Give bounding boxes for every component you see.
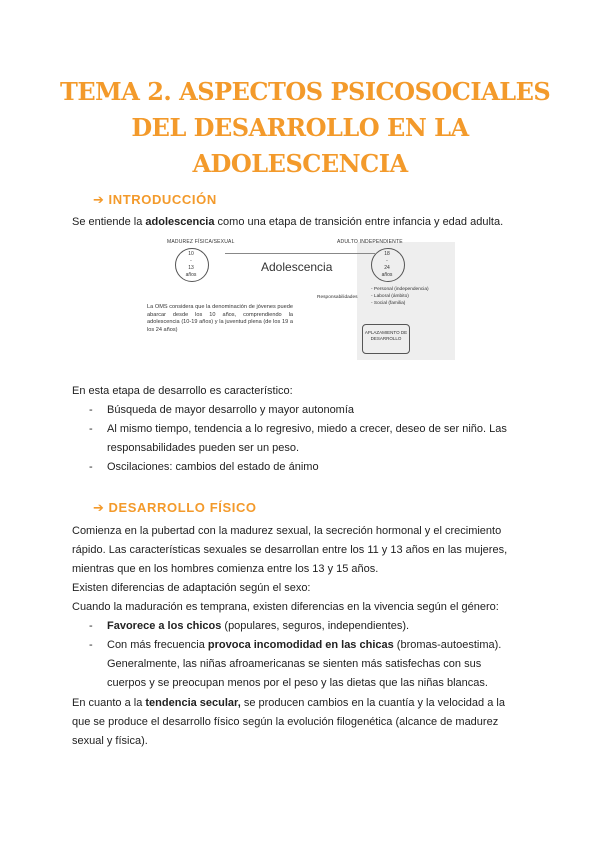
arrow-right-icon: ➔ bbox=[93, 500, 105, 515]
title-line-3: ADOLESCENCIA bbox=[192, 149, 408, 178]
heading-text: DESARROLLO FÍSICO bbox=[108, 500, 257, 515]
label-adulto: ADULTO INDEPENDIENTE bbox=[337, 239, 403, 245]
title-line-2: DEL DESARROLLO EN LA bbox=[131, 113, 469, 142]
text-run: como una etapa de transición entre infancia y edad adulta. bbox=[214, 216, 504, 228]
age-circle-right-text bbox=[371, 251, 403, 279]
list-item-text: cuerpos y se preocupan menos por el peso y las dietas que las niñas blancas. bbox=[107, 677, 488, 689]
intro-paragraph bbox=[72, 213, 503, 232]
list-item-text: Al mismo tiempo, tendencia a lo regresivo, miedo a crecer, deseo de ser niño. Las bbox=[107, 423, 507, 435]
paragraph-line: sexual y física). bbox=[72, 735, 148, 747]
label-madurez: MADUREZ FÍSICA/SEXUAL bbox=[167, 239, 235, 245]
paragraph-line: mientras que en los hombres comienza entre los 13 y 15 años. bbox=[72, 563, 379, 575]
oms-note: La OMS considera que la denominación de jóvenes puede abarcar desde los 10 años, comprendiendo la adolescencia (10-19 años) y la juventud plena (de los 19 a los 24 años) bbox=[147, 304, 293, 333]
circle-text: 18 bbox=[384, 251, 390, 257]
circle-text: - bbox=[386, 258, 388, 264]
paragraph-line: Existen diferencias de adaptación según el sexo: bbox=[72, 582, 311, 594]
page-title bbox=[60, 74, 551, 182]
list-item-text: Generalmente, las niñas afroamericanas se sienten más satisfechas con sus bbox=[107, 658, 482, 670]
section-heading-desarrollo-fisico bbox=[93, 500, 257, 516]
center-label: Adolescencia bbox=[261, 260, 333, 274]
bold-term: adolescencia bbox=[145, 216, 215, 228]
circle-text: 10 bbox=[188, 251, 194, 257]
circle-text: 24 bbox=[384, 265, 390, 271]
list-item-text: Oscilaciones: cambios del estado de ánimo bbox=[107, 461, 319, 473]
responsabilidades-label: Responsabilidades bbox=[317, 295, 358, 300]
text-run: (bromas-autoestima). bbox=[393, 639, 502, 651]
text-run: (populares, seguros, independientes). bbox=[221, 620, 410, 632]
list-item-text bbox=[107, 636, 501, 655]
resp-item: - Laboral (ámbito) bbox=[371, 294, 409, 299]
section-heading-introduccion bbox=[93, 192, 217, 208]
paragraph-line: rápido. Las características sexuales se desarrollan entre los 11 y 13 años en las mujeres, bbox=[72, 544, 508, 556]
box-text: DESARROLLO bbox=[370, 336, 402, 341]
aplazamiento-box bbox=[362, 324, 410, 354]
list-item-text: responsabilidades pueden ser un peso. bbox=[107, 442, 300, 454]
bold-term: tendencia secular, bbox=[145, 697, 241, 709]
text-run: Con más frecuencia bbox=[107, 639, 208, 651]
document-page: TEMA 2. ASPECTOS PSICOSOCIALES DEL DESARROLLO EN LA ADOLESCENCIA ➔ INTRODUCCIÓN Se entiende la adolescencia como una etapa de transición entre infancia y edad adulta. MADUREZ FÍSICA/SEXUAL ADULTO INDEPENDIENTE 10 - 13 años Adolescencia 18 - 24 años La OMS considera que la denominación de jóvenes puede abarcar desde los 10 años, comprendiendo la adolescencia (10-19 años) y la juventud plena (de los 19 a los 24 años) Responsabilidades - Personal (independencia) - Laboral (ámbito) - Social (familia) APLAZAMIENTO DE DESARROLLO En esta etapa de desarrollo es característico: - Búsqueda de mayor desarrollo y mayor autonomía - Al mismo tiempo, tendencia a lo regresivo, miedo a crecer, deseo de ser niño. Las responsabilidades pueden ser un peso. - Oscilaciones: cambios del estado de ánimo ➔ DESARROLLO FÍSICO Comienza en la pubertad con la madurez sexual, la secreción hormonal y el crecimiento rápido. Las características sexuales se desarrollan entre los 11 y 13 años en las mujeres, mientras que en los hombres comienza entre los 13 y 15 años. Existen diferencias de adaptación según el sexo: Cuando la maduración es temprana, existen diferencias en la vivencia según el género: - Favorece a los chicos (populares, seguros, independientes). - Con más frecuencia provoca incomodidad en las chicas (bromas-autoestima). Generalmente, las niñas afroamericanas se sienten más satisfechas con sus cuerpos y se preocupan menos por el peso y las dietas que las niñas blancas. En cuanto a la tendencia secular, se producen cambios en la cuantía y la velocidad a la que se produce el desarrollo físico según la evolución filogenética (alcance de madurez sexual y física). bbox=[0, 0, 600, 848]
paragraph-line: Cuando la maduración es temprana, existen diferencias en la vivencia según el género: bbox=[72, 601, 499, 613]
heading-text: INTRODUCCIÓN bbox=[108, 192, 217, 207]
paragraph-line: que se produce el desarrollo físico según la evolución filogenética (alcance de madurez bbox=[72, 716, 499, 728]
bold-term: provoca incomodidad en las chicas bbox=[207, 639, 394, 651]
text-run: Se entiende la bbox=[72, 216, 146, 228]
bold-term: Favorece a los chicos bbox=[107, 620, 222, 632]
characteristics-intro: En esta etapa de desarrollo es característico: bbox=[72, 385, 293, 397]
circle-text: años bbox=[185, 272, 197, 278]
age-circle-left-text bbox=[175, 251, 207, 279]
resp-item: - Social (familia) bbox=[371, 301, 406, 306]
title-line-1: TEMA 2. ASPECTOS PSICOSOCIALES bbox=[60, 77, 551, 106]
circle-text: años bbox=[381, 272, 393, 278]
text-run: se producen cambios en la cuantía y la velocidad a la bbox=[240, 697, 505, 709]
list-item-text bbox=[107, 617, 409, 636]
circle-text: - bbox=[190, 258, 192, 264]
resp-item: - Personal (independencia) bbox=[371, 287, 429, 292]
paragraph-line: Comienza en la pubertad con la madurez sexual, la secreción hormonal y el crecimiento bbox=[72, 525, 502, 537]
responsabilidades-list bbox=[371, 286, 429, 307]
list-item-text: Búsqueda de mayor desarrollo y mayor autonomía bbox=[107, 404, 355, 416]
text-run: En cuanto a la bbox=[72, 697, 146, 709]
adolescence-diagram bbox=[145, 234, 455, 360]
circle-text: 13 bbox=[188, 265, 194, 271]
timeline-line bbox=[225, 253, 375, 254]
paragraph-line bbox=[72, 694, 505, 713]
arrow-right-icon: ➔ bbox=[93, 192, 105, 207]
box-text: APLAZAMIENTO DE bbox=[364, 330, 408, 335]
